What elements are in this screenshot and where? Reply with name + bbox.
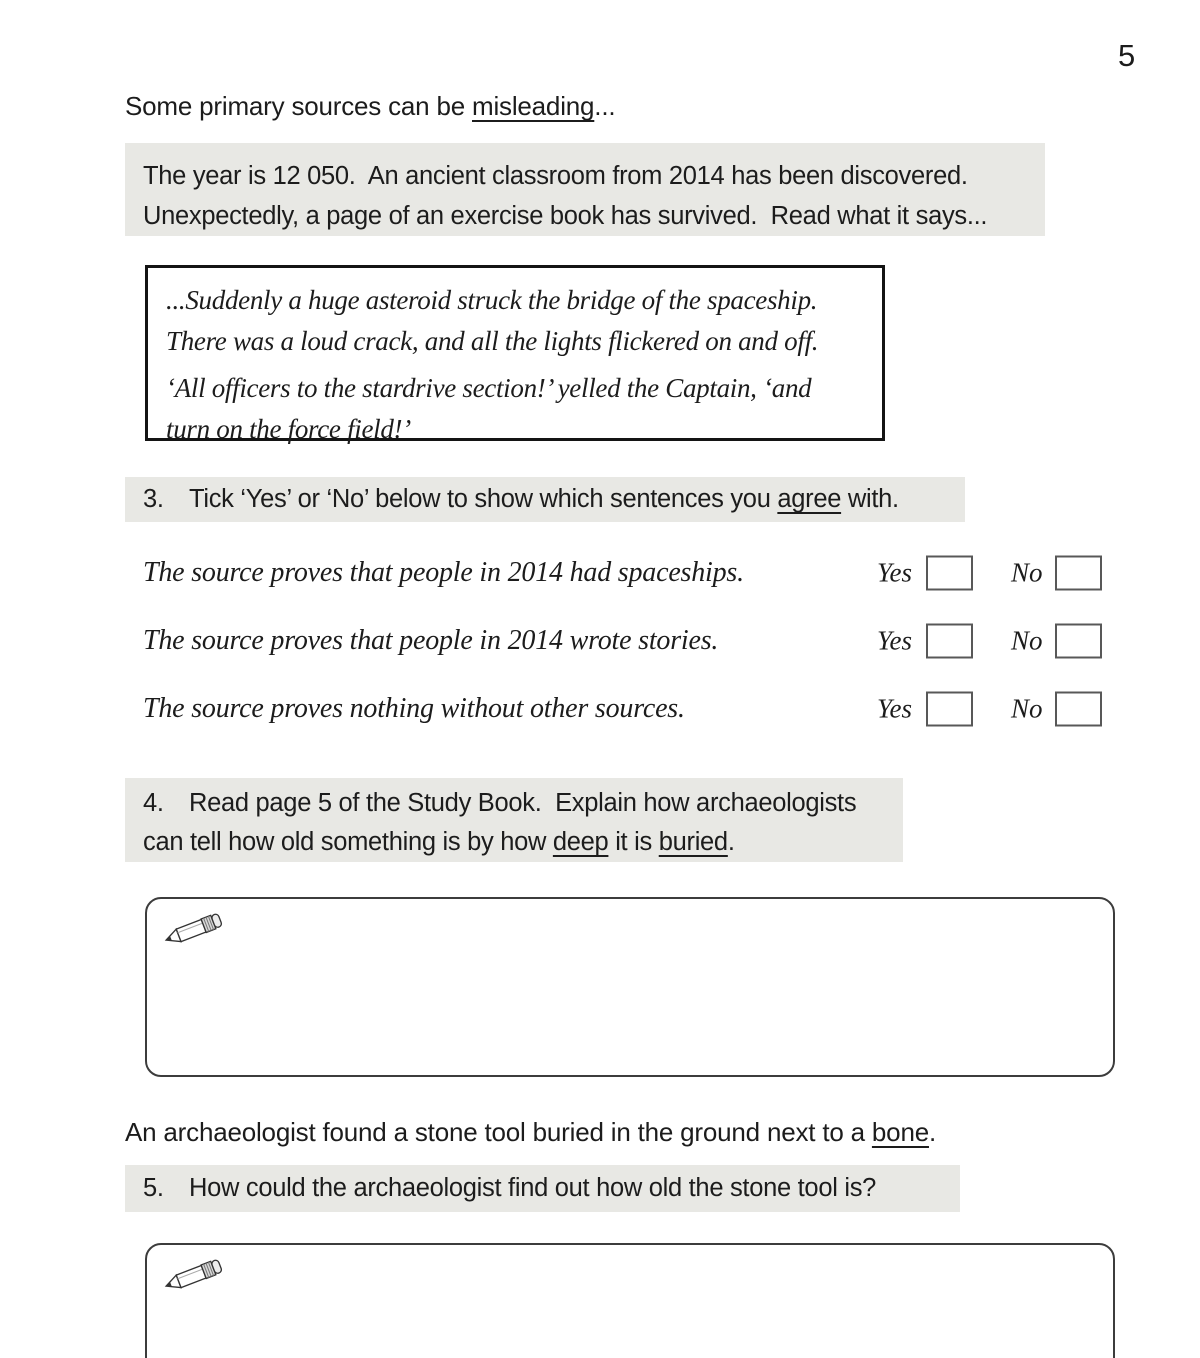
statement-text: The source proves that people in 2014 wrote stories. [143, 625, 719, 656]
statement-row [125, 619, 1115, 663]
no-checkbox[interactable] [1055, 624, 1102, 659]
yes-checkbox[interactable] [926, 556, 973, 591]
statement-row [125, 551, 1115, 595]
answer-box-q5[interactable] [145, 1243, 1115, 1358]
yes-label: Yes [877, 693, 913, 724]
archaeologist-underlined-word: bone [871, 1117, 929, 1147]
no-checkbox[interactable] [1055, 692, 1102, 727]
archaeologist-sentence [125, 1117, 936, 1148]
answer-box-q4[interactable] [145, 897, 1115, 1077]
question-5-number: 5. [143, 1174, 164, 1202]
statement-row [125, 687, 1115, 731]
page-number: 5 [1118, 38, 1136, 73]
yes-label: Yes [877, 557, 913, 588]
source-line-4: turn on the force field!’ [166, 414, 411, 444]
question-4-line-2-before: can tell how old something is by how [143, 828, 553, 856]
statement-text: The source proves nothing without other sources. [143, 693, 685, 724]
intro-underlined-word: misleading [472, 91, 595, 121]
yes-checkbox[interactable] [926, 624, 973, 659]
question-5-prompt [125, 1165, 960, 1212]
no-label: No [1011, 625, 1043, 656]
source-line-1: ...Suddenly a huge asteroid struck the bridge of the spaceship. [166, 285, 818, 315]
question-4-number: 4. [143, 789, 164, 817]
question-4-line-1 [143, 784, 903, 823]
question-4-underlined-word-1: deep [552, 828, 609, 856]
scenario-line-2: Unexpectedly, a page of an exercise book has survived. Read what it says... [143, 202, 988, 230]
archaeologist-text-before: An archaeologist found a stone tool buried in the ground next to a [125, 1117, 872, 1147]
question-5-text: How could the archaeologist find out how old the stone tool is? [189, 1174, 877, 1202]
archaeologist-text-after: . [928, 1117, 936, 1147]
no-label: No [1011, 693, 1043, 724]
source-excerpt-box [145, 265, 885, 444]
statement-text: The source proves that people in 2014 had spaceships. [143, 557, 744, 588]
question-3-text-before: Tick ‘Yes’ or ‘No’ below to show which sentences you [189, 485, 778, 513]
yes-checkbox[interactable] [926, 692, 973, 727]
no-label: No [1011, 557, 1043, 588]
pencil-icon [161, 908, 229, 946]
question-4-line-1-text: Read page 5 of the Study Book. Explain how archaeologists [189, 789, 857, 817]
question-3-number: 3. [143, 485, 164, 513]
question-4-underlined-word-2: buried [658, 828, 728, 856]
source-line-3: ‘All officers to the stardrive section!’ yelled the Captain, ‘and [166, 373, 812, 403]
question-3-prompt [125, 477, 965, 522]
question-4-prompt [125, 778, 903, 862]
question-3-underlined-word: agree [777, 485, 842, 513]
question-4-line-2-after: . [727, 828, 735, 856]
no-checkbox[interactable] [1055, 556, 1102, 591]
intro-sentence [125, 91, 615, 122]
question-4-line-2 [143, 823, 903, 862]
question-4-line-2-mid: it is [608, 828, 659, 856]
pencil-icon [161, 1254, 229, 1292]
scenario-highlight-box [125, 143, 1045, 236]
intro-text-after: ... [594, 91, 616, 121]
yes-label: Yes [877, 625, 913, 656]
intro-text-before: Some primary sources can be [125, 91, 472, 121]
scenario-line-1: The year is 12 050. An ancient classroom from 2014 has been discovered. [143, 162, 968, 190]
question-3-text-after: with. [841, 485, 899, 513]
source-line-2: There was a loud crack, and all the lights flickered on and off. [166, 326, 819, 356]
